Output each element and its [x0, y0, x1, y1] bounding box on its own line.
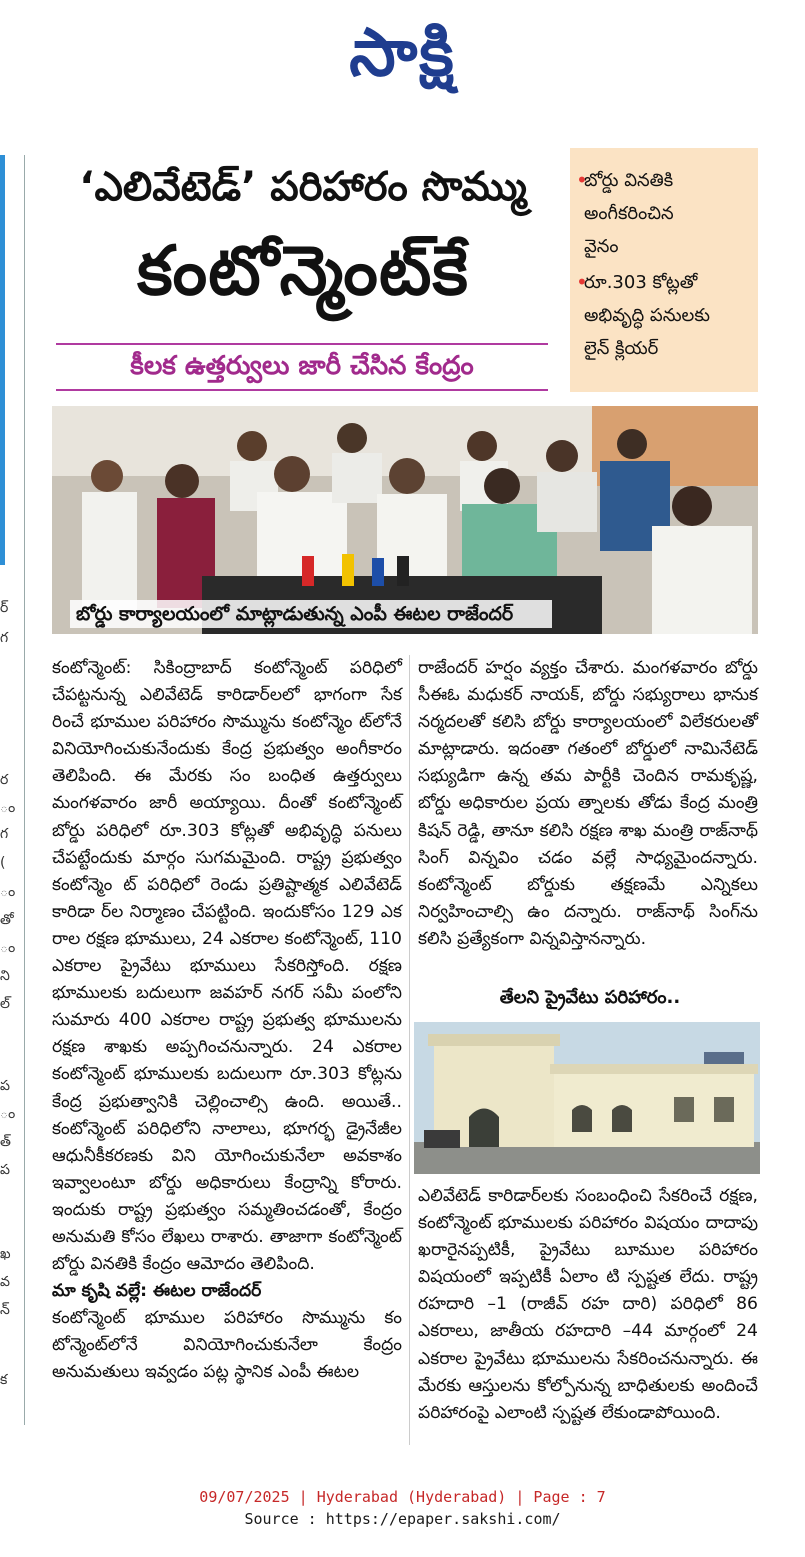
page-footer-source: Source : https://epaper.sakshi.com/	[244, 1510, 561, 1528]
left-fragment: (	[0, 855, 6, 871]
article-subheading: మా కృషి వల్లే: ఈటల రాజేందర్‌	[52, 1281, 262, 1302]
highlight-line: రూ.303 కోట్లతో	[584, 272, 698, 293]
section-subheading: తేలని ప్రైవేటు పరిహారం..	[499, 987, 681, 1008]
headline-kicker: ‘ఎలివేటెడ్’ పరిహారం సొమ్ము	[79, 164, 527, 210]
highlight-line: అంగీకరించిన	[584, 203, 674, 224]
left-fragment: ం	[0, 1106, 16, 1122]
left-fragment: గ	[0, 826, 9, 842]
highlight-line: అభివృద్ధి పనులకు	[584, 305, 710, 326]
left-fragment: ర్	[0, 600, 9, 616]
building-photo	[414, 1022, 760, 1174]
column-divider	[409, 655, 410, 1445]
bullet-icon: •	[576, 168, 588, 192]
left-fragment: ప	[0, 1078, 10, 1094]
highlight-line: లైన్ క్లియర్	[584, 338, 659, 359]
left-fragment: తో	[0, 912, 14, 928]
article-paragraph: రాజేందర్‌ హర్షం వ్యక్తం చేశారు. మంగళవారం బోర్డు సీఈఓ మధుకర్‌ నాయక్‌, బోర్డు సభ్యురాలు భానుక నర్మదలతో కలిసి బోర్డు కార్యాలయంలో విలేకరులతో మాట్లాడారు. ఇదంతా గతంలో బోర్డులో నామినేటెడ్‌ సభ్యుడిగా ఉన్న తమ పార్టీకి చెందిన రామకృష్ణ, బోర్డు అధికారుల ప్రయ త్నాలకు తోడు కేంద్ర మంత్రి కిషన్‌ రెడ్డి, తానూ కలిసి రక్షణ శాఖ మంత్రి రాజ్‌నాథ్‌ సింగ్‌ విన్నవిం చడం వల్లే సాధ్యమైందన్నారు. కంటోన్మెంట్‌ బోర్డుకు తక్షణమే ఎన్నికలు నిర్వహించాల్సి ఉం దన్నారు. రాజ్‌నాథ్‌ సింగ్‌ను కలిసి ప్రత్యేకంగా విన్నవిస్తానన్నారు.	[418, 658, 758, 949]
highlight-line: వైనం	[584, 236, 619, 257]
left-fragment: ర	[0, 772, 9, 788]
highlights-box	[570, 148, 758, 392]
left-fragment: క	[0, 1372, 8, 1388]
subheadline: కీలక ఉత్తర్వులు జారీ చేసిన కేంద్రం	[130, 351, 474, 381]
headline: కంటోన్మెంట్‌కే	[137, 232, 469, 311]
bullet-icon: •	[576, 270, 588, 294]
left-fragment: ని	[0, 968, 10, 984]
article-paragraph: కంటోన్మెంట్‌: సికింద్రాబాద్‌ కంటోన్మెంట్‌ పరిధిలో చేపట్టనున్న ఎలివేటెడ్‌ కారిడార్‌లలో భాగంగా సేక రించే భూముల పరిహారం సొమ్మును కంటోన్మెం ట్‌లోనే వినియోగించుకునేందుకు కేంద్ర ప్రభుత్వం అంగీకారం తెలిపింది. ఈ మేరకు సం బంధిత ఉత్తర్వులు మంగళవారం జారీ అయ్యాయి. దీంతో కంటోన్మెంట్‌ బోర్డు పరిధిలో రూ.303 కోట్లతో అభివృద్ధి పనులు చేపట్టేందుకు మార్గం సుగమమైంది. రాష్ట్ర ప్రభుత్వం కంటోన్మెం ట్‌ పరిధిలో రెండు ప్రతిష్టాత్మక ఎలివేటెడ్‌ కారిడా ర్‌ల నిర్మాణం చేపట్టింది. ఇందుకోసం 129 ఎక రాల రక్షణ భూములు, 24 ఎకరాల కంటోన్మెంట్‌, 110 ఎకరాల ప్రైవేటు భూములు సేకరిస్తోంది. రక్షణ భూములకు బదులుగా జవహర్‌ నగర్‌ సమీ పంలోని సుమారు 400 ఎకరాల రాష్ట్ర ప్రభుత్వ భూములను రక్షణ శాఖకు అప్పగించనున్నారు. 24 ఎకరాల కంటోన్మెంట్‌ భూములకు బదులుగా రూ.303 కోట్లను కేంద్ర ప్రభుత్వానికి చెల్లించాల్సి ఉంది. అయితే.. కంటోన్మెంట్‌ పరిధిలోని నాలాలు, భూగర్భ డ్రైనేజీల ఆధునీకీకరణకు విని యోగించుకునేలా అవకాశం ఇవ్వాలంటూ బోర్డు అధికారులు కేంద్రాన్ని కోరారు. ఇందుకు రాష్ట్ర ప్రభుత్వం సమ్మతించడంతో, కేంద్రం అనుమతి కోసం లేఖలు రాశారు. తాజాగా కంటోన్మెంట్‌ బోర్డు వినతికి కేంద్రం ఆమోదం తెలిపింది.	[52, 658, 402, 1275]
left-fragment: ఖ	[0, 1246, 11, 1262]
article-column-2	[418, 655, 758, 953]
article-paragraph: ఎలివేటెడ్‌ కారిడార్‌లకు సంబంధించి సేకరించే రక్షణ, కంటోన్మెంట్‌ భూములకు పరిహారం విషయం దాదాపు ఖరారైనప్పటికీ, ప్రైవేటు బూముల పరిహారం విషయంలో ఇప్పటికీ ఏలాం టి స్పష్టత లేదు. రాష్ట్ర రహదారి –1 (రాజీవ్‌ రహ దారి) పరిధిలో 86 ఎకరాలు, జాతీయ రహదారి –44 మార్గంలో 24 ఎకరాల ప్రైవేటు భూములను సేకరించనున్నారు. ఈ మేరకు ఆస్తులను కోల్పోనున్న బాధితులకు అందించే పరిహారంపై ఎలాంటి స్పష్టత లేకుండాపోయింది.	[418, 1186, 758, 1423]
left-fragment: న్	[0, 1302, 10, 1318]
masthead-logo: సాక్షి	[349, 14, 456, 91]
building-photo-art	[414, 1022, 760, 1174]
article-column-3	[418, 1183, 758, 1427]
highlight-item	[576, 164, 754, 263]
left-fragment: త్	[0, 1134, 11, 1150]
subhead-bottom-rule	[56, 389, 548, 391]
page-footer-date: 09/07/2025 | Hyderabad (Hyderabad) | Page : 7	[199, 1488, 606, 1506]
left-blue-rule	[0, 155, 5, 565]
left-fragment: గ	[0, 630, 9, 646]
article-column-1	[52, 655, 402, 1387]
highlight-line: బోర్డు వినతికి	[584, 170, 674, 191]
photo-caption: బోర్డు కార్యాలయంలో మాట్లాడుతున్న ఎంపీ ఈటల రాజేందర్	[70, 600, 552, 628]
highlight-item	[576, 266, 754, 365]
left-column-rule	[24, 155, 25, 1425]
left-fragment: ం	[0, 940, 16, 956]
article-paragraph: కంటోన్మెంట్‌ భూముల పరిహారం సొమ్మును కం టోన్మెంట్‌లోనే వినియోగించుకునేలా కేంద్రం అనుమతులు ఇవ్వడం పట్ల స్థానిక ఎంపీ ఈటల	[52, 1308, 402, 1383]
left-fragment: ప	[0, 1162, 10, 1178]
left-fragment: ం	[0, 800, 16, 816]
left-fragment: వ	[0, 1274, 10, 1290]
left-fragment: ల్	[0, 996, 10, 1012]
left-fragment: ం	[0, 884, 16, 900]
